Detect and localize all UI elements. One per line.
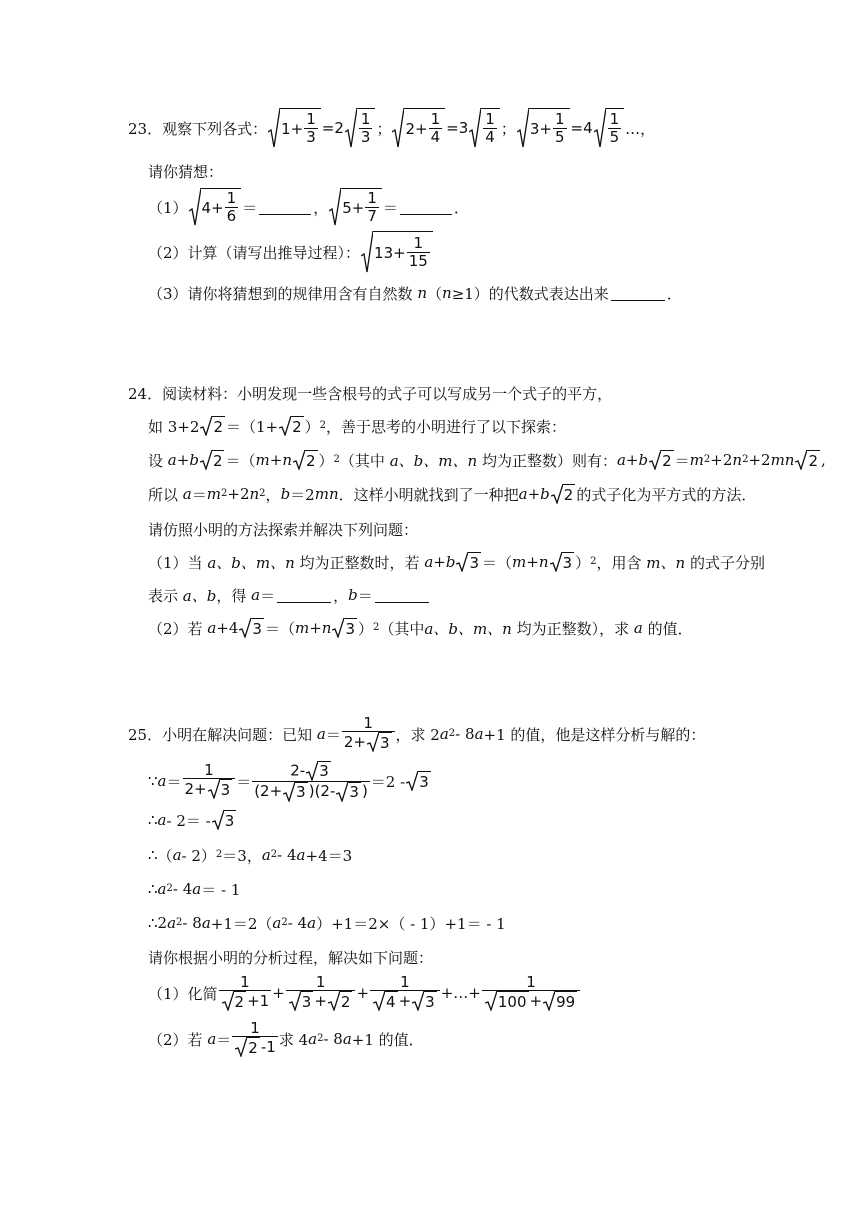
q23-example-1: 1+ 1 3 [268,108,321,148]
q23-example-3: 3+ 1 5 [517,108,570,148]
q23-example-2: 2+ 1 4 [392,108,445,148]
q25-part-1: （1）化简 1 2 +1 + 1 3 + 2 + 1 4 + 3 +…+ 1 100 + 99 [148,970,581,1016]
q24-line-4: 所以 a ＝ m 2 +2 n 2 ， b ＝2 mn ．这样小明就找到了一种把 a + b 2 的式子化为平方式的方法． [148,485,757,504]
answer-blank [400,200,452,215]
answer-blank [259,200,311,215]
q24-line-3: 设 a + b 2 ＝（ m + n 2 ） 2 （其中 a、b、m、n 均为正整数）则有： a + b 2 ＝ m 2 +2 n 2 +2 mn 2 , [148,451,826,470]
q24-line-7: 表示 a、b ，得 a ＝ ， b ＝ [148,584,431,606]
q25-step-4: ∴ a 2 - 4 a ＝ - 1 [148,880,241,899]
answer-blank [277,588,331,603]
q25-ask: 请你根据小明的分析过程，解决如下问题： [148,948,434,967]
q23-intro: 观察下列各式： [162,119,268,138]
q25-part-2: （2）若 a ＝ 1 2 -1 求 4 a 2 - 8 a +1 的值． [148,1018,424,1058]
q23-part-3: （3）请你将猜想到的规律用含有自然数 n （ n ≥1）的代数式表达出来 ． [148,284,682,303]
answer-blank [375,588,429,603]
q25-line-1: 25． 小明在解决问题：已知 a ＝ 1 2+ 3 ，求 2 a 2 - 8 a +1 的值，他是这样分析与解的： [128,713,706,753]
q24-line-8: （2）若 a +4 3 ＝（ m + n 3 ） 2 （其中 a、b、m、n 均为正整数），求 a 的值． [148,619,693,638]
separator: ； [376,119,392,138]
q23-part-1: （1） 4+ 1 6 ＝ ， 5+ 1 7 ＝ ． [148,189,469,226]
q24-line-2: 如 3+2 2 ＝（1+ 2 ） 2 ，善于思考的小明进行了以下探索： [148,417,567,436]
q24-line-6: （1）当 a、b、m、n 均为正整数时，若 a + b 3 ＝（ m + n 3 ） 2 ，用含 m、n 的式子分别 [148,553,765,572]
q25-step-5: ∴ 2 a 2 - 8 a +1＝2（ a 2 - 4 a ）+1＝2×（ - 1）+1＝ - 1 [148,914,506,933]
q24-line-5: 请仿照小明的方法探索并解决下列问题： [148,520,419,539]
q23-line-1: 23． 观察下列各式： 1+ 1 3 =2 1 3 ； 2+ 1 4 =3 1 4 ； 3+ 1 5 =4 1 5 …， [128,106,655,150]
q25-step-1: ∵ a ＝ 1 2+ 3 ＝ 2- 3 (2+ 3 )(2- 3 ) ＝2 - 3 [148,760,429,802]
separator: ； [500,119,516,138]
q25-step-2: ∴ a - 2＝ - 3 [148,811,235,830]
q25-step-3: ∴ （ a - 2） 2 ＝3， a 2 - 4 a +4＝3 [148,846,353,865]
q23-part-2: （2）计算（请写出推导过程）： 13+ 1 15 [148,230,434,274]
q23-tail: …， [625,119,656,138]
q24-line-1: 24． 阅读材料：小明发现一些含根号的式子可以写成另一个式子的平方， [128,384,613,403]
q23-ask: 请你猜想： [148,162,224,181]
answer-blank [611,286,665,301]
q23-number: 23． [128,119,163,138]
